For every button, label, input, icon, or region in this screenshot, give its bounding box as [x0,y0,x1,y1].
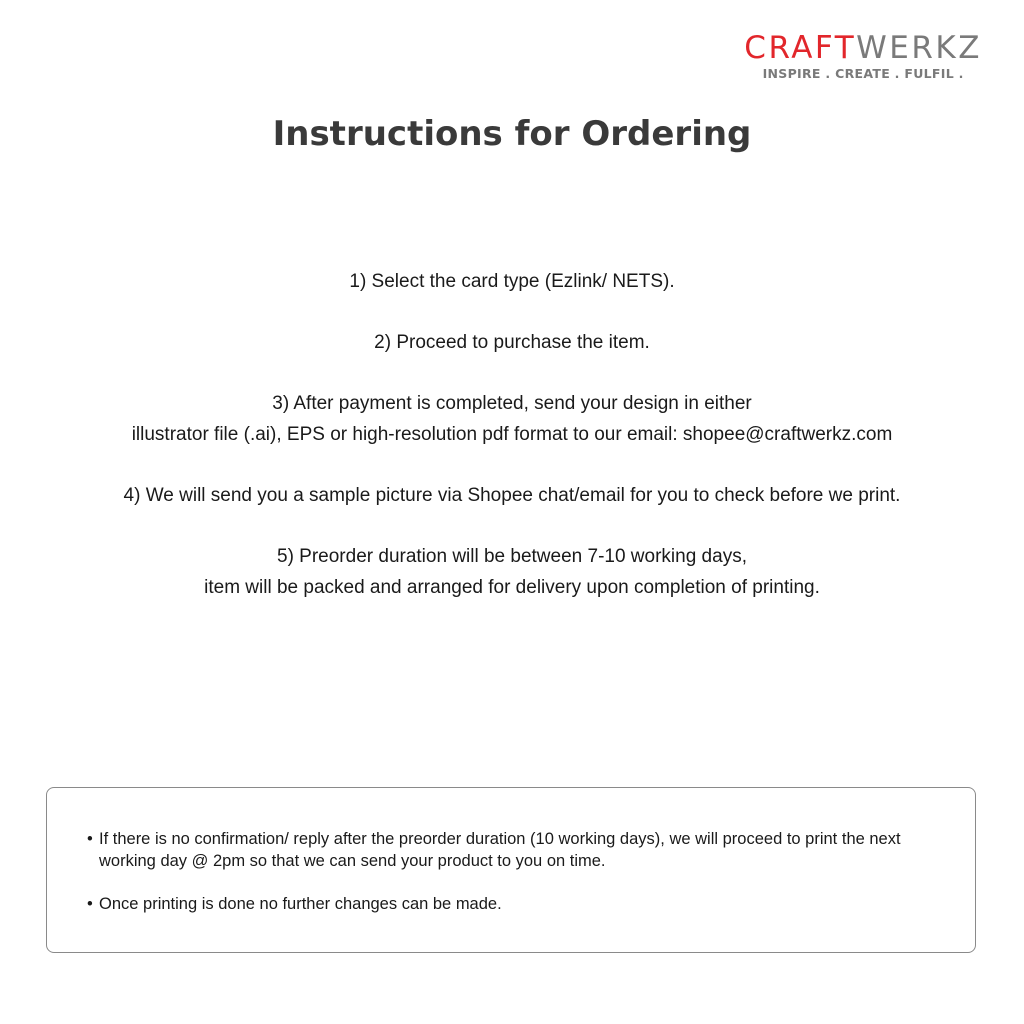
step-5-line-1: 5) Preorder duration will be between 7-10 working days, [277,546,747,567]
note-text-no-changes: Once printing is done no further changes can be made. [99,895,502,913]
step-3-line-2: illustrator file (.ai), EPS or high-resolution pdf format to our email: shopee@craftwerkz.com [131,424,893,445]
page-title: Instructions for Ordering [272,114,752,154]
logo-word-craft: CRAFT [744,30,857,66]
note-item [87,828,947,872]
step-4-line-1: 4) We will send you a sample picture via Shopee chat/email for you to check before we print. [123,485,901,506]
logo-word-werkz: WERKZ [856,30,982,66]
step-4 [0,480,1024,511]
step-1-line-1: 1) Select the card type (Ezlink/ NETS). [349,271,675,292]
step-2 [0,327,1024,358]
logo-tagline: INSPIRE . CREATE . FULFIL . [762,66,964,81]
bullet-icon: • [87,830,93,848]
step-2-line-1: 2) Proceed to purchase the item. [374,332,650,353]
note-text-confirmation: If there is no confirmation/ reply after the preorder duration (10 working days), we will proceed to print the next working day @ 2pm so that we can send your product to you on time. [99,830,901,870]
step-1 [0,266,1024,297]
note-item [87,893,947,915]
step-3 [0,388,1024,450]
craftwerkz-logo [744,30,982,81]
notes-list [87,828,947,936]
logo-wordmark [744,30,982,66]
step-3-line-1: 3) After payment is completed, send your design in either [272,393,752,414]
step-5-line-2: item will be packed and arranged for delivery upon completion of printing. [204,577,820,598]
bullet-icon: • [87,895,93,913]
step-5 [0,541,1024,603]
instruction-steps [0,266,1024,633]
notes-box [46,787,976,953]
